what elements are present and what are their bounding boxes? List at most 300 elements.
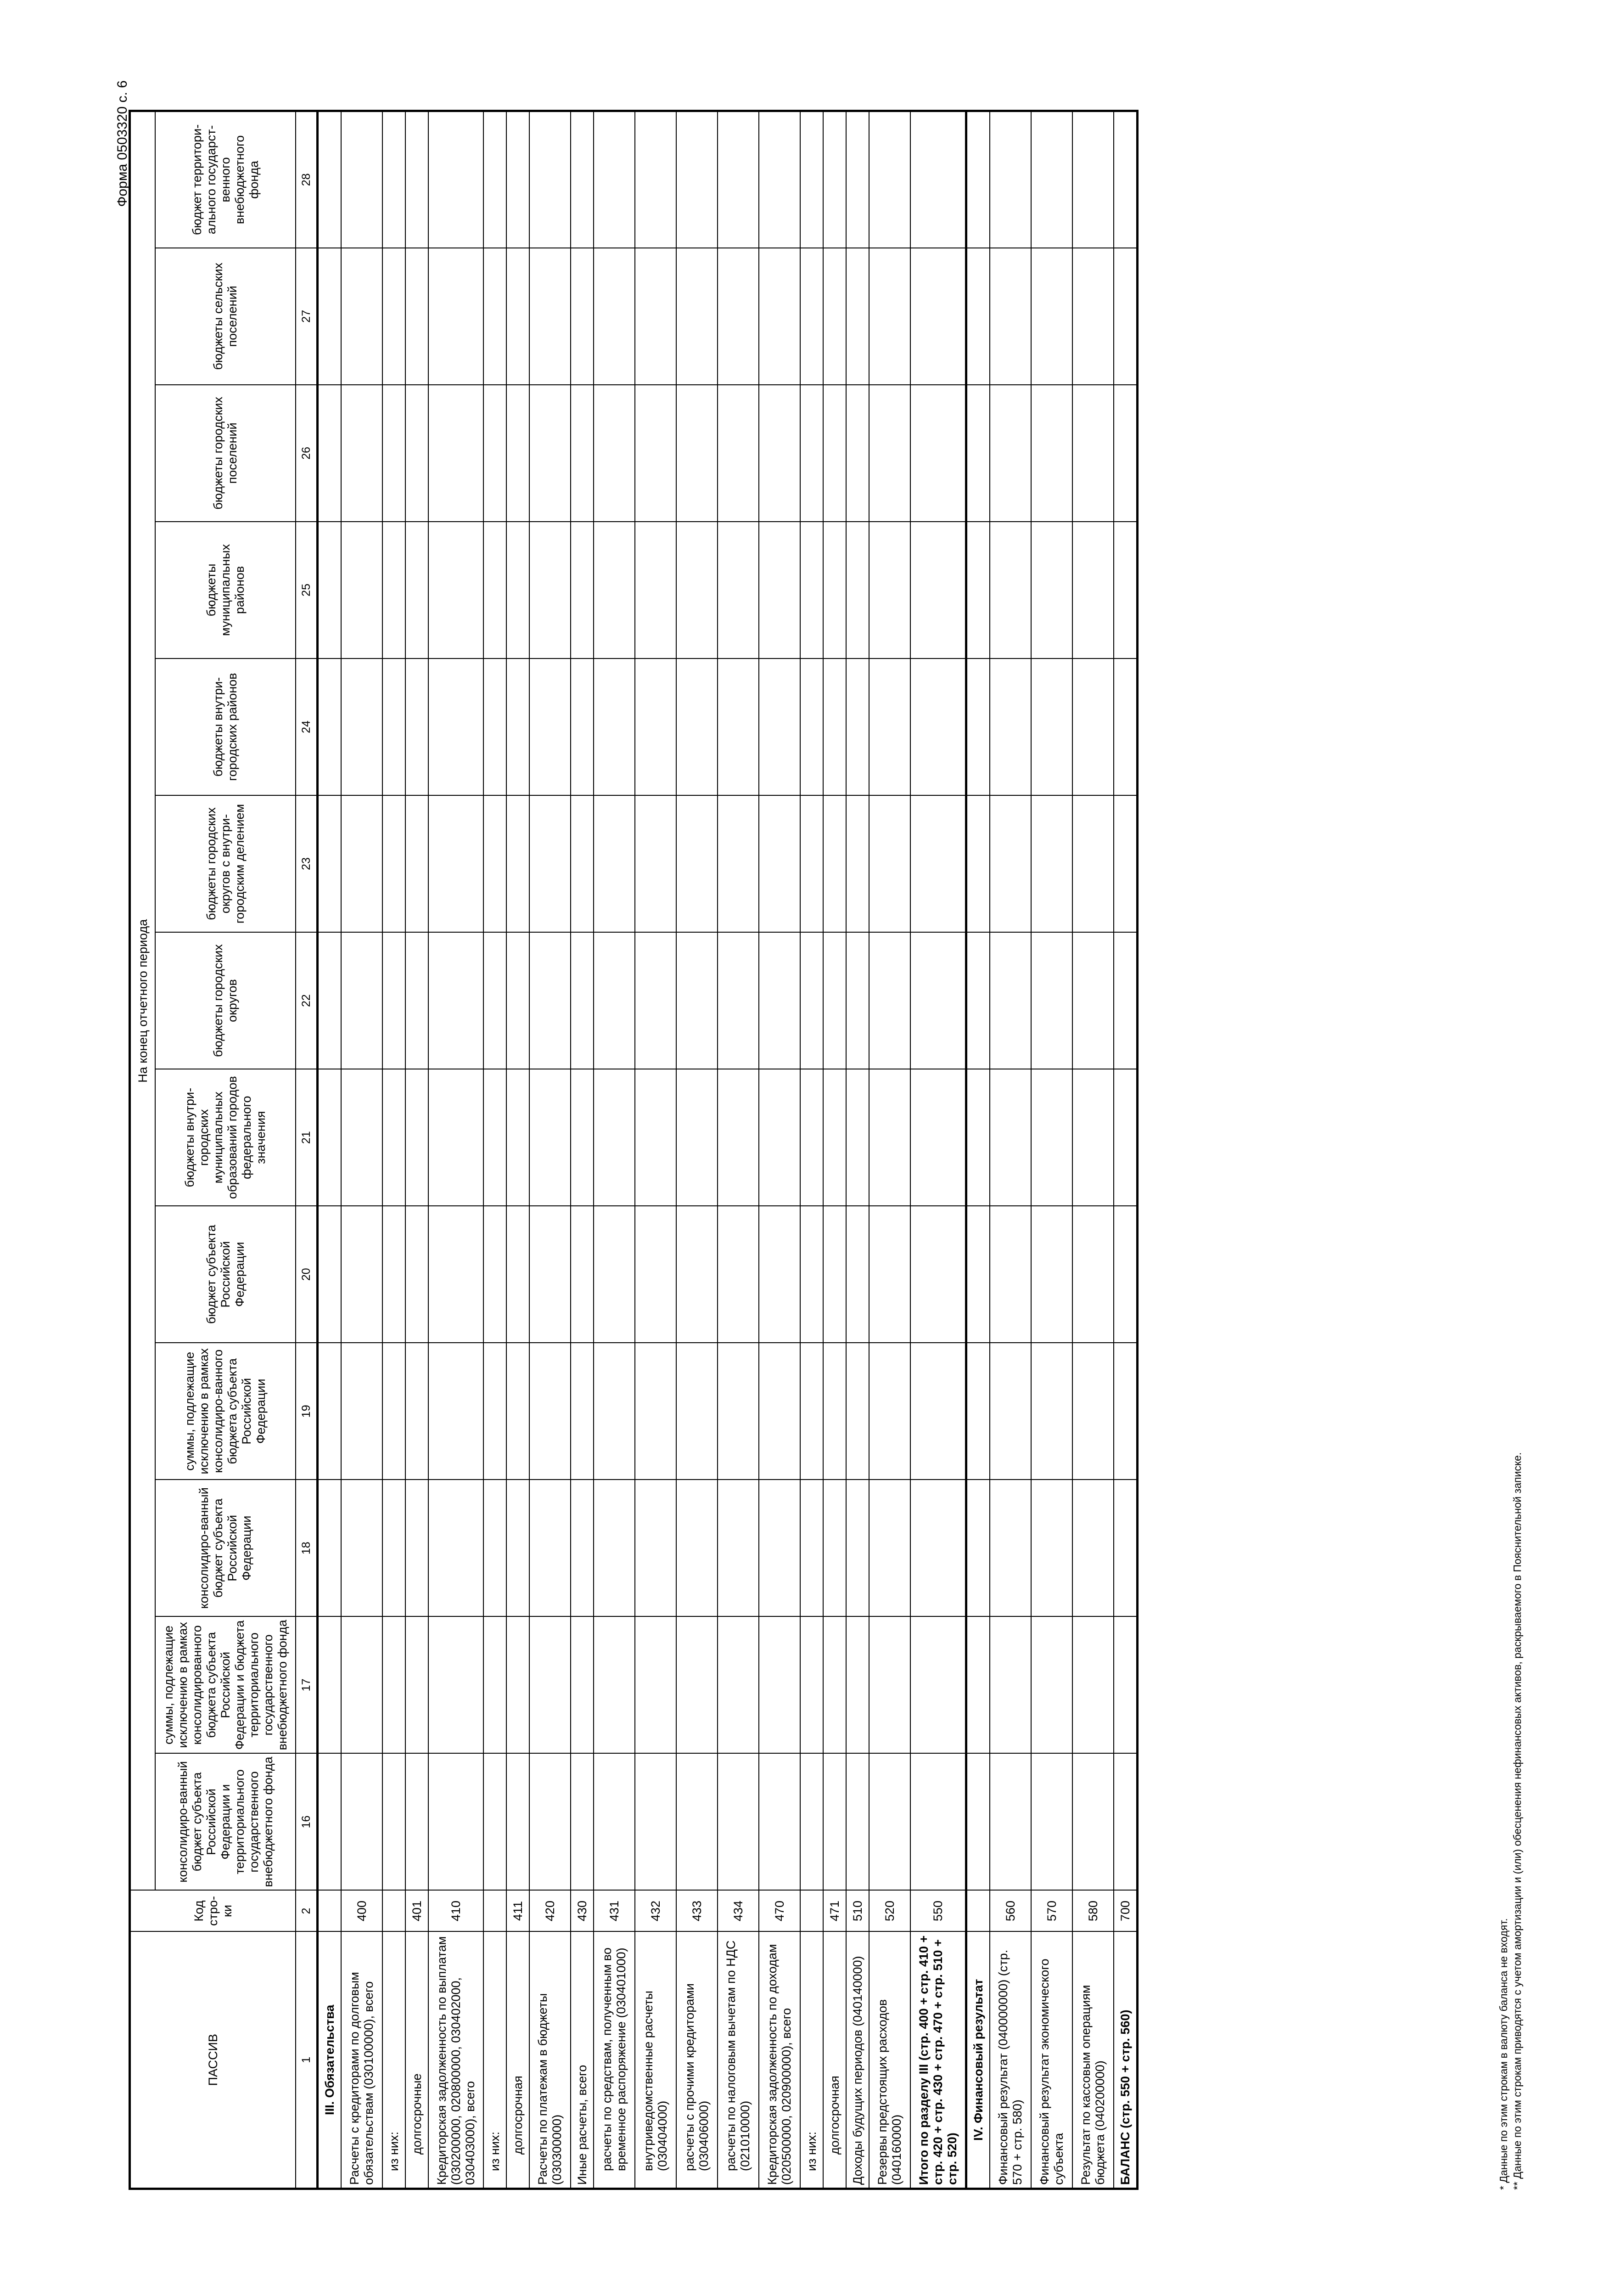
row-code: 410	[428, 1891, 483, 1932]
header-column-number: 20	[296, 1206, 318, 1343]
value-cell	[676, 658, 718, 795]
value-cell	[382, 932, 405, 1069]
row-code: 471	[823, 1891, 846, 1932]
value-cell	[869, 1206, 910, 1343]
value-cell	[483, 1343, 506, 1480]
value-cell	[1072, 1343, 1114, 1480]
value-cell	[635, 385, 676, 522]
table-row	[869, 111, 910, 2189]
value-cell	[823, 1616, 846, 1753]
value-cell	[405, 1616, 428, 1753]
value-cell	[529, 111, 571, 248]
value-cell	[910, 1616, 966, 1753]
value-cell	[1031, 1616, 1072, 1753]
row-code: 560	[990, 1891, 1031, 1932]
value-cell	[800, 1206, 823, 1343]
row-code: 433	[676, 1891, 718, 1932]
value-cell	[800, 795, 823, 932]
value-cell	[1114, 658, 1138, 795]
value-cell	[529, 1480, 571, 1616]
table-row	[594, 111, 635, 2189]
value-cell	[382, 1480, 405, 1616]
value-cell	[483, 795, 506, 932]
header-column-19: суммы, подлежащие исключению в рамках консолидиро-ванного бюджета субъекта Российской Федерации	[155, 1343, 296, 1480]
value-cell	[635, 1616, 676, 1753]
table-row	[382, 111, 405, 2189]
value-cell	[1114, 522, 1138, 658]
value-cell	[506, 1206, 529, 1343]
row-code	[382, 1891, 405, 1932]
value-cell	[846, 1069, 869, 1206]
row-label: из них:	[483, 1932, 506, 2189]
value-cell	[718, 932, 759, 1069]
value-cell	[506, 658, 529, 795]
value-cell	[318, 795, 342, 932]
value-cell	[759, 1343, 800, 1480]
value-cell	[676, 795, 718, 932]
value-cell	[594, 1753, 635, 1890]
value-cell	[529, 522, 571, 658]
value-cell	[759, 932, 800, 1069]
header-column-number: 16	[296, 1753, 318, 1890]
value-cell	[506, 1480, 529, 1616]
value-cell	[1114, 1343, 1138, 1480]
value-cell	[1031, 1206, 1072, 1343]
value-cell	[718, 248, 759, 385]
value-cell	[1031, 385, 1072, 522]
header-column-22: бюджеты городских округов	[155, 932, 296, 1069]
footnote: * Данные по этим строкам в валюту баланса не входят.	[1498, 1918, 1509, 2190]
header-column-21: бюджеты внутри-городских муниципальных образований городов федерального значения	[155, 1069, 296, 1206]
value-cell	[405, 1069, 428, 1206]
value-cell	[910, 1343, 966, 1480]
header-column-16: консолидиро-ванный бюджет субъекта Российской Федерации и территориального государственного внебюджетного фонда	[155, 1753, 296, 1890]
value-cell	[1114, 1753, 1138, 1890]
value-cell	[990, 1069, 1031, 1206]
value-cell	[869, 932, 910, 1069]
value-cell	[800, 1343, 823, 1480]
value-cell	[869, 1616, 910, 1753]
value-cell	[382, 1616, 405, 1753]
value-cell	[483, 1616, 506, 1753]
value-cell	[529, 1753, 571, 1890]
row-code: 432	[635, 1891, 676, 1932]
value-cell	[1114, 1480, 1138, 1616]
value-cell	[594, 1616, 635, 1753]
value-cell	[846, 522, 869, 658]
value-cell	[635, 1753, 676, 1890]
value-cell	[341, 111, 382, 248]
value-cell	[341, 1206, 382, 1343]
header-column-number: 21	[296, 1069, 318, 1206]
value-cell	[1072, 1616, 1114, 1753]
value-cell	[506, 111, 529, 248]
value-cell	[1114, 795, 1138, 932]
header-column-27: бюджеты сельских поселений	[155, 248, 296, 385]
value-cell	[910, 1480, 966, 1616]
row-label: БАЛАНС (стр. 550 + стр. 560)	[1114, 1932, 1138, 2189]
value-cell	[405, 1343, 428, 1480]
value-cell	[341, 932, 382, 1069]
value-cell	[571, 932, 594, 1069]
header-column-number: 26	[296, 385, 318, 522]
value-cell	[846, 248, 869, 385]
value-cell	[506, 1753, 529, 1890]
value-cell	[428, 1753, 483, 1890]
header-num-kod: 2	[296, 1891, 318, 1932]
value-cell	[571, 1480, 594, 1616]
value-cell	[676, 522, 718, 658]
row-code: 520	[869, 1891, 910, 1932]
form-number-label: Форма 0503320 с. 6	[115, 80, 130, 207]
value-cell	[846, 1343, 869, 1480]
value-cell	[718, 1206, 759, 1343]
value-cell	[635, 248, 676, 385]
value-cell	[506, 1069, 529, 1206]
value-cell	[506, 795, 529, 932]
footnotes	[1497, 1452, 1524, 2190]
value-cell	[990, 1753, 1031, 1890]
value-cell	[571, 1069, 594, 1206]
value-cell	[800, 1069, 823, 1206]
value-cell	[428, 1069, 483, 1206]
header-kod: Код стро-ки	[130, 1891, 296, 1932]
row-code	[318, 1891, 342, 1932]
value-cell	[1114, 1069, 1138, 1206]
row-code: 420	[529, 1891, 571, 1932]
value-cell	[318, 1206, 342, 1343]
value-cell	[428, 932, 483, 1069]
row-label: Кредиторская задолженность по доходам (020500000, 020900000), всего	[759, 1932, 800, 2189]
header-column-number: 17	[296, 1616, 318, 1753]
table-row	[483, 111, 506, 2189]
table-row	[966, 111, 990, 2189]
value-cell	[869, 1753, 910, 1890]
row-label: Иные расчеты, всего	[571, 1932, 594, 2189]
row-code: 700	[1114, 1891, 1138, 1932]
value-cell	[800, 932, 823, 1069]
value-cell	[318, 1069, 342, 1206]
value-cell	[483, 1480, 506, 1616]
value-cell	[718, 1616, 759, 1753]
value-cell	[990, 1480, 1031, 1616]
table-row	[1072, 111, 1114, 2189]
value-cell	[759, 1616, 800, 1753]
value-cell	[1031, 658, 1072, 795]
table-row	[1031, 111, 1072, 2189]
value-cell	[382, 1206, 405, 1343]
value-cell	[405, 111, 428, 248]
value-cell	[529, 1616, 571, 1753]
row-label: долгосрочные	[405, 1932, 428, 2189]
value-cell	[1072, 522, 1114, 658]
value-cell	[846, 111, 869, 248]
value-cell	[846, 385, 869, 522]
value-cell	[966, 1343, 990, 1480]
value-cell	[1031, 932, 1072, 1069]
table-row	[318, 111, 342, 2189]
table-row	[990, 111, 1031, 2189]
row-label: Итого по разделу III (стр. 400 + стр. 410 + стр. 420 + стр. 430 + стр. 470 + стр. 510 + стр. 520)	[910, 1932, 966, 2189]
value-cell	[594, 111, 635, 248]
header-column-18: консолидиро-ванный бюджет субъекта Российской Федерации	[155, 1480, 296, 1616]
value-cell	[1072, 111, 1114, 248]
value-cell	[382, 1753, 405, 1890]
value-cell	[529, 248, 571, 385]
value-cell	[759, 248, 800, 385]
value-cell	[910, 795, 966, 932]
value-cell	[823, 1069, 846, 1206]
value-cell	[676, 932, 718, 1069]
value-cell	[382, 522, 405, 658]
value-cell	[571, 248, 594, 385]
value-cell	[341, 385, 382, 522]
value-cell	[341, 1069, 382, 1206]
value-cell	[966, 1753, 990, 1890]
value-cell	[341, 522, 382, 658]
value-cell	[823, 385, 846, 522]
value-cell	[571, 1753, 594, 1890]
header-column-17: суммы, подлежащие исключению в рамках консолидированного бюджета субъекта Российской Федерации и бюджета территориального государственного внебюджетного фонда	[155, 1616, 296, 1753]
value-cell	[571, 111, 594, 248]
row-code	[800, 1891, 823, 1932]
value-cell	[846, 932, 869, 1069]
value-cell	[990, 932, 1031, 1069]
value-cell	[823, 658, 846, 795]
value-cell	[1114, 248, 1138, 385]
value-cell	[506, 248, 529, 385]
value-cell	[483, 1069, 506, 1206]
value-cell	[990, 1616, 1031, 1753]
value-cell	[966, 522, 990, 658]
value-cell	[800, 111, 823, 248]
value-cell	[846, 795, 869, 932]
value-cell	[910, 385, 966, 522]
value-cell	[405, 658, 428, 795]
header-column-number: 24	[296, 658, 318, 795]
row-label: III. Обязательства	[318, 1932, 342, 2189]
value-cell	[676, 1206, 718, 1343]
value-cell	[823, 795, 846, 932]
value-cell	[990, 522, 1031, 658]
value-cell	[759, 111, 800, 248]
table-row	[1114, 111, 1138, 2189]
value-cell	[869, 1069, 910, 1206]
value-cell	[594, 932, 635, 1069]
value-cell	[405, 385, 428, 522]
value-cell	[571, 658, 594, 795]
table-row	[571, 111, 594, 2189]
value-cell	[966, 248, 990, 385]
value-cell	[800, 385, 823, 522]
value-cell	[966, 658, 990, 795]
value-cell	[869, 248, 910, 385]
row-code: 470	[759, 1891, 800, 1932]
value-cell	[318, 522, 342, 658]
value-cell	[1031, 795, 1072, 932]
row-label: из них:	[800, 1932, 823, 2189]
header-pasiv: ПАССИВ	[130, 1932, 296, 2189]
value-cell	[428, 248, 483, 385]
value-cell	[966, 111, 990, 248]
row-label: Финансовый результат экономического субъекта	[1031, 1932, 1072, 2189]
value-cell	[506, 1343, 529, 1480]
value-cell	[846, 1206, 869, 1343]
row-code: 550	[910, 1891, 966, 1932]
value-cell	[869, 1480, 910, 1616]
value-cell	[759, 1480, 800, 1616]
header-column-24: бюджеты внутри-городских районов	[155, 658, 296, 795]
row-code	[483, 1891, 506, 1932]
table-row	[635, 111, 676, 2189]
value-cell	[869, 111, 910, 248]
value-cell	[428, 1616, 483, 1753]
value-cell	[635, 932, 676, 1069]
value-cell	[1114, 111, 1138, 248]
header-column-number: 27	[296, 248, 318, 385]
value-cell	[676, 1480, 718, 1616]
row-label: Расчеты с кредиторами по долговым обязательствам (030100000), всего	[341, 1932, 382, 2189]
value-cell	[823, 522, 846, 658]
value-cell	[529, 1206, 571, 1343]
header-column-number: 22	[296, 932, 318, 1069]
value-cell	[676, 1753, 718, 1890]
value-cell	[428, 111, 483, 248]
value-cell	[718, 1069, 759, 1206]
row-code: 570	[1031, 1891, 1072, 1932]
table-row	[846, 111, 869, 2189]
table-row	[910, 111, 966, 2189]
value-cell	[571, 1206, 594, 1343]
value-cell	[341, 658, 382, 795]
value-cell	[990, 1206, 1031, 1343]
value-cell	[529, 1069, 571, 1206]
value-cell	[483, 1206, 506, 1343]
value-cell	[483, 932, 506, 1069]
row-label: Резервы предстоящих расходов (040160000)	[869, 1932, 910, 2189]
value-cell	[718, 1480, 759, 1616]
value-cell	[1031, 1343, 1072, 1480]
value-cell	[635, 522, 676, 658]
header-column-number: 25	[296, 522, 318, 658]
value-cell	[594, 522, 635, 658]
value-cell	[800, 522, 823, 658]
value-cell	[529, 1343, 571, 1480]
value-cell	[571, 385, 594, 522]
value-cell	[506, 932, 529, 1069]
table-row	[428, 111, 483, 2189]
value-cell	[869, 658, 910, 795]
value-cell	[405, 1206, 428, 1343]
value-cell	[990, 658, 1031, 795]
value-cell	[990, 111, 1031, 248]
row-label: долгосрочная	[823, 1932, 846, 2189]
value-cell	[1072, 658, 1114, 795]
row-code: 510	[846, 1891, 869, 1932]
value-cell	[594, 1206, 635, 1343]
value-cell	[1031, 248, 1072, 385]
value-cell	[428, 1206, 483, 1343]
value-cell	[318, 658, 342, 795]
value-cell	[823, 1343, 846, 1480]
table-row	[341, 111, 382, 2189]
row-label: Финансовый результат (040000000) (стр. 570 + стр. 580)	[990, 1932, 1031, 2189]
value-cell	[529, 385, 571, 522]
value-cell	[635, 1480, 676, 1616]
value-cell	[1114, 1616, 1138, 1753]
row-label: Доходы будущих периодов (040140000)	[846, 1932, 869, 2189]
row-code: 411	[506, 1891, 529, 1932]
row-label: IV. Финансовый результат	[966, 1932, 990, 2189]
value-cell	[483, 248, 506, 385]
value-cell	[635, 1069, 676, 1206]
value-cell	[382, 658, 405, 795]
value-cell	[1072, 1753, 1114, 1890]
table-row	[676, 111, 718, 2189]
value-cell	[635, 795, 676, 932]
value-cell	[759, 658, 800, 795]
value-cell	[506, 385, 529, 522]
value-cell	[718, 385, 759, 522]
value-cell	[635, 1206, 676, 1343]
value-cell	[1072, 1206, 1114, 1343]
value-cell	[846, 658, 869, 795]
row-label: расчеты по средствам, полученным во временное распоряжение (030401000)	[594, 1932, 635, 2189]
value-cell	[823, 932, 846, 1069]
value-cell	[759, 1753, 800, 1890]
value-cell	[718, 1753, 759, 1890]
value-cell	[759, 795, 800, 932]
value-cell	[759, 1206, 800, 1343]
header-column-23: бюджеты городских округов с внутри-городским делением	[155, 795, 296, 932]
value-cell	[869, 1343, 910, 1480]
value-cell	[341, 1480, 382, 1616]
value-cell	[910, 658, 966, 795]
value-cell	[718, 111, 759, 248]
value-cell	[966, 385, 990, 522]
footnote: ** Данные по этим строкам приводятся с учетом амортизации и (или) обесценения нефинансовых активов, раскрываемого в Пояснительной записке.	[1511, 1452, 1523, 2190]
value-cell	[1072, 1480, 1114, 1616]
value-cell	[718, 522, 759, 658]
value-cell	[846, 1753, 869, 1890]
value-cell	[966, 1480, 990, 1616]
header-period: На конец отчетного периода	[130, 111, 156, 1891]
value-cell	[428, 795, 483, 932]
row-code: 580	[1072, 1891, 1114, 1932]
value-cell	[718, 1343, 759, 1480]
value-cell	[594, 385, 635, 522]
table-row	[506, 111, 529, 2189]
value-cell	[990, 1343, 1031, 1480]
value-cell	[676, 248, 718, 385]
value-cell	[800, 1753, 823, 1890]
value-cell	[382, 1069, 405, 1206]
value-cell	[382, 248, 405, 385]
row-code: 434	[718, 1891, 759, 1932]
value-cell	[759, 522, 800, 658]
value-cell	[529, 932, 571, 1069]
value-cell	[990, 385, 1031, 522]
table-row	[718, 111, 759, 2189]
header-column-number: 18	[296, 1480, 318, 1616]
value-cell	[382, 1343, 405, 1480]
value-cell	[1072, 795, 1114, 932]
value-cell	[506, 1616, 529, 1753]
value-cell	[990, 795, 1031, 932]
value-cell	[718, 658, 759, 795]
value-cell	[1031, 522, 1072, 658]
value-cell	[800, 658, 823, 795]
